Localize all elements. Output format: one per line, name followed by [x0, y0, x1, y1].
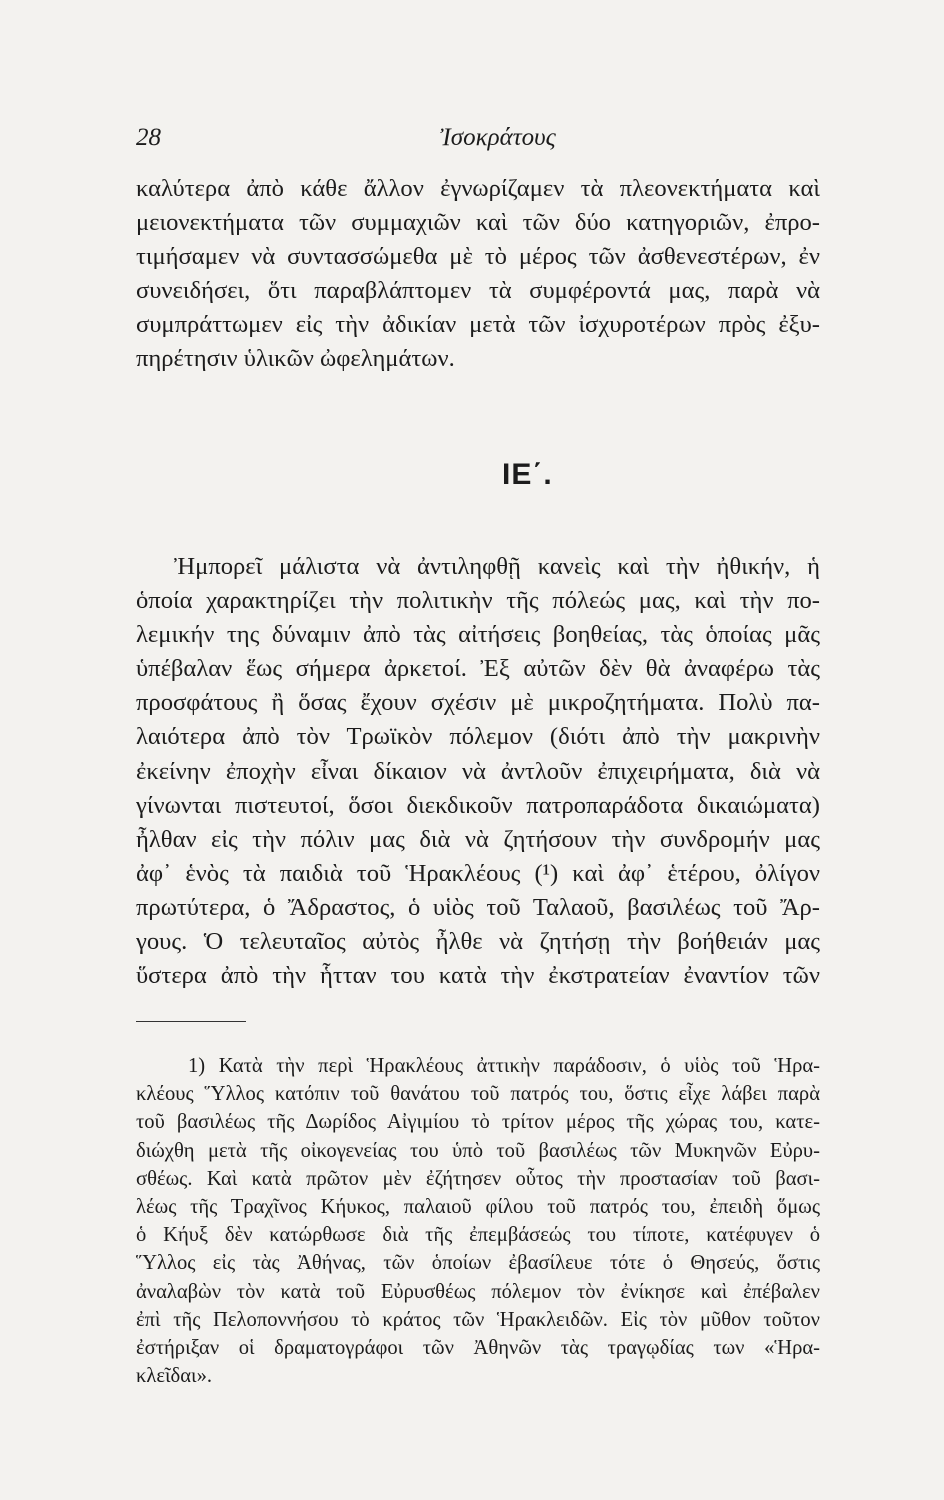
paragraph-continuation — [136, 172, 820, 377]
text-line: ὑπέβαλαν ἕως σήμερα ἀρκετοί. Ἐξ αὐτῶν δὲν θὰ ἀναφέρω τὰς — [136, 655, 820, 683]
text-line: συνειδήσει, ὅτι παραβλάπτομεν τὰ συμφέροντά μας, παρὰ νὰ — [136, 277, 820, 305]
page-header — [136, 124, 806, 158]
text-line: τιμήσαμεν νὰ συντασσώμεθα μὲ τὸ μέρος τῶν ἀσθενεστέρων, ἐν — [136, 243, 820, 271]
text-line: ἀφ᾿ ἑνὸς τὰ παιδιὰ τοῦ Ἡρακλέους (¹) καὶ ἀφ᾿ ἑτέρου, ὀλίγον — [136, 859, 820, 887]
text-line: ἦλθαν εἰς τὴν πόλιν μας διὰ νὰ ζητήσουν τὴν συνδρομήν μας — [136, 825, 820, 853]
footnote-line: Ὕλλος εἰς τὰς Ἀθήνας, τῶν ὁποίων ἐβασίλευε τότε ὁ Θησεύς, ὅστις — [136, 1252, 820, 1275]
text-line: προσφάτους ἢ ὅσας ἔχουν σχέσιν μὲ μικροζητήματα. Πολὺ πα- — [136, 689, 820, 717]
footnote — [136, 1052, 820, 1390]
text-line: ὕστερα ἀπὸ τὴν ἧτταν του κατὰ τὴν ἐκστρατείαν ἐναντίον τῶν — [136, 962, 820, 990]
footnote-line: κλεῖδαι». — [136, 1365, 213, 1388]
text-line: μειονεκτήματα τῶν συμμαχιῶν καὶ τῶν δύο κατηγοριῶν, ἐπρο- — [136, 209, 820, 237]
text-line: πηρέτησιν ὑλικῶν ὠφελημάτων. — [136, 345, 455, 373]
footnote-line: ὁ Κήυξ δὲν κατώρθωσε διὰ τῆς ἐπεμβάσεώς του τίποτε, κατέφυγεν ὁ — [136, 1224, 820, 1247]
text-line: Ἠμπορεῖ μάλιστα νὰ ἀντιληφθῇ κανεὶς καὶ τὴν ἠθικήν, ἡ — [174, 553, 820, 580]
footnote-line: κλέους Ὕλλος κατόπιν τοῦ θανάτου τοῦ πατρός του, ὅστις εἶχε λάβει παρὰ — [136, 1083, 820, 1106]
footnote-line: διώχθη μετὰ τῆς οἰκογενείας του ὑπὸ τοῦ βασιλέως τῶν Μυκηνῶν Εὐρυ- — [136, 1139, 820, 1162]
text-line: γους. Ὁ τελευταῖος αὐτὸς ἦλθε νὰ ζητήσῃ τὴν βοήθειάν μας — [136, 928, 820, 956]
footnote-line: τοῦ βασιλέως τῆς Δωρίδος Αἰγιμίου τὸ τρίτον μέρος τῆς χώρας του, κατε- — [136, 1111, 820, 1134]
text-line: ὁποία χαρακτηρίζει τὴν πολιτικὴν τῆς πόλεώς μας, καὶ τὴν πο- — [136, 587, 820, 615]
text-line: ἐκείνην ἐποχὴν εἶναι δίκαιον νὰ ἀντλοῦν ἐπιχειρήματα, διὰ νὰ — [136, 757, 820, 785]
text-line: καλύτερα ἀπὸ κάθε ἄλλον ἐγνωρίζαμεν τὰ πλεονεκτήματα καὶ — [136, 175, 820, 202]
page-number: 28 — [136, 124, 161, 151]
main-paragraph — [136, 550, 820, 993]
running-title: Ἰσοκράτους — [440, 124, 556, 151]
text-line: πρωτύτερα, ὁ Ἄδραστος, ὁ υἱὸς τοῦ Ταλαοῦ, βασιλέως τοῦ Ἄρ- — [136, 893, 820, 921]
text-line: συμπράττωμεν εἰς τὴν ἀδικίαν μετὰ τῶν ἰσχυροτέρων πρὸς ἐξυ- — [136, 311, 820, 339]
footnote-line: λέως τῆς Τραχῖνος Κήυκος, παλαιοῦ φίλου τοῦ πατρός του, ἐπειδὴ ὅμως — [136, 1195, 820, 1218]
footnote-divider — [136, 1021, 246, 1022]
footnote-line: σθέως. Καὶ κατὰ πρῶτον μὲν ἐζήτησεν οὗτος τὴν προστασίαν τοῦ βασι- — [136, 1167, 820, 1190]
footnote-line: ἀναλαβὼν τὸν κατὰ τοῦ Εὐρυσθέως πόλεμον τὸν ἐνίκησε καὶ ἐπέβαλεν — [136, 1280, 820, 1303]
text-line: λεμικήν της δύναμιν ἀπὸ τὰς αἰτήσεις βοηθείας, τὰς ὁποίας μᾶς — [136, 621, 820, 649]
text-line: γίνωνται πιστευτοί, ὅσοι διεκδικοῦν πατροπαράδοτα δικαιώματα) — [136, 791, 820, 819]
footnote-line: ἐπὶ τῆς Πελοποννήσου τὸ κράτος τῶν Ἡρακλειδῶν. Εἰς τὸν μῦθον τοῦτον — [136, 1308, 820, 1331]
text-line: λαιότερα ἀπὸ τὸν Τρωϊκὸν πόλεμον (διότι ἀπὸ τὴν μακρινὴν — [136, 723, 820, 751]
section-heading: ΙΕ΄. — [502, 458, 553, 491]
footnote-line: ἐστήριξαν οἱ δραματογράφοι τῶν Ἀθηνῶν τὰς τραγῳδίας των «Ἡρα- — [136, 1336, 820, 1359]
footnote-line: 1) Κατὰ τὴν περὶ Ἡρακλέους ἀττικὴν παράδοσιν, ὁ υἱὸς τοῦ Ἡρα- — [188, 1055, 820, 1077]
